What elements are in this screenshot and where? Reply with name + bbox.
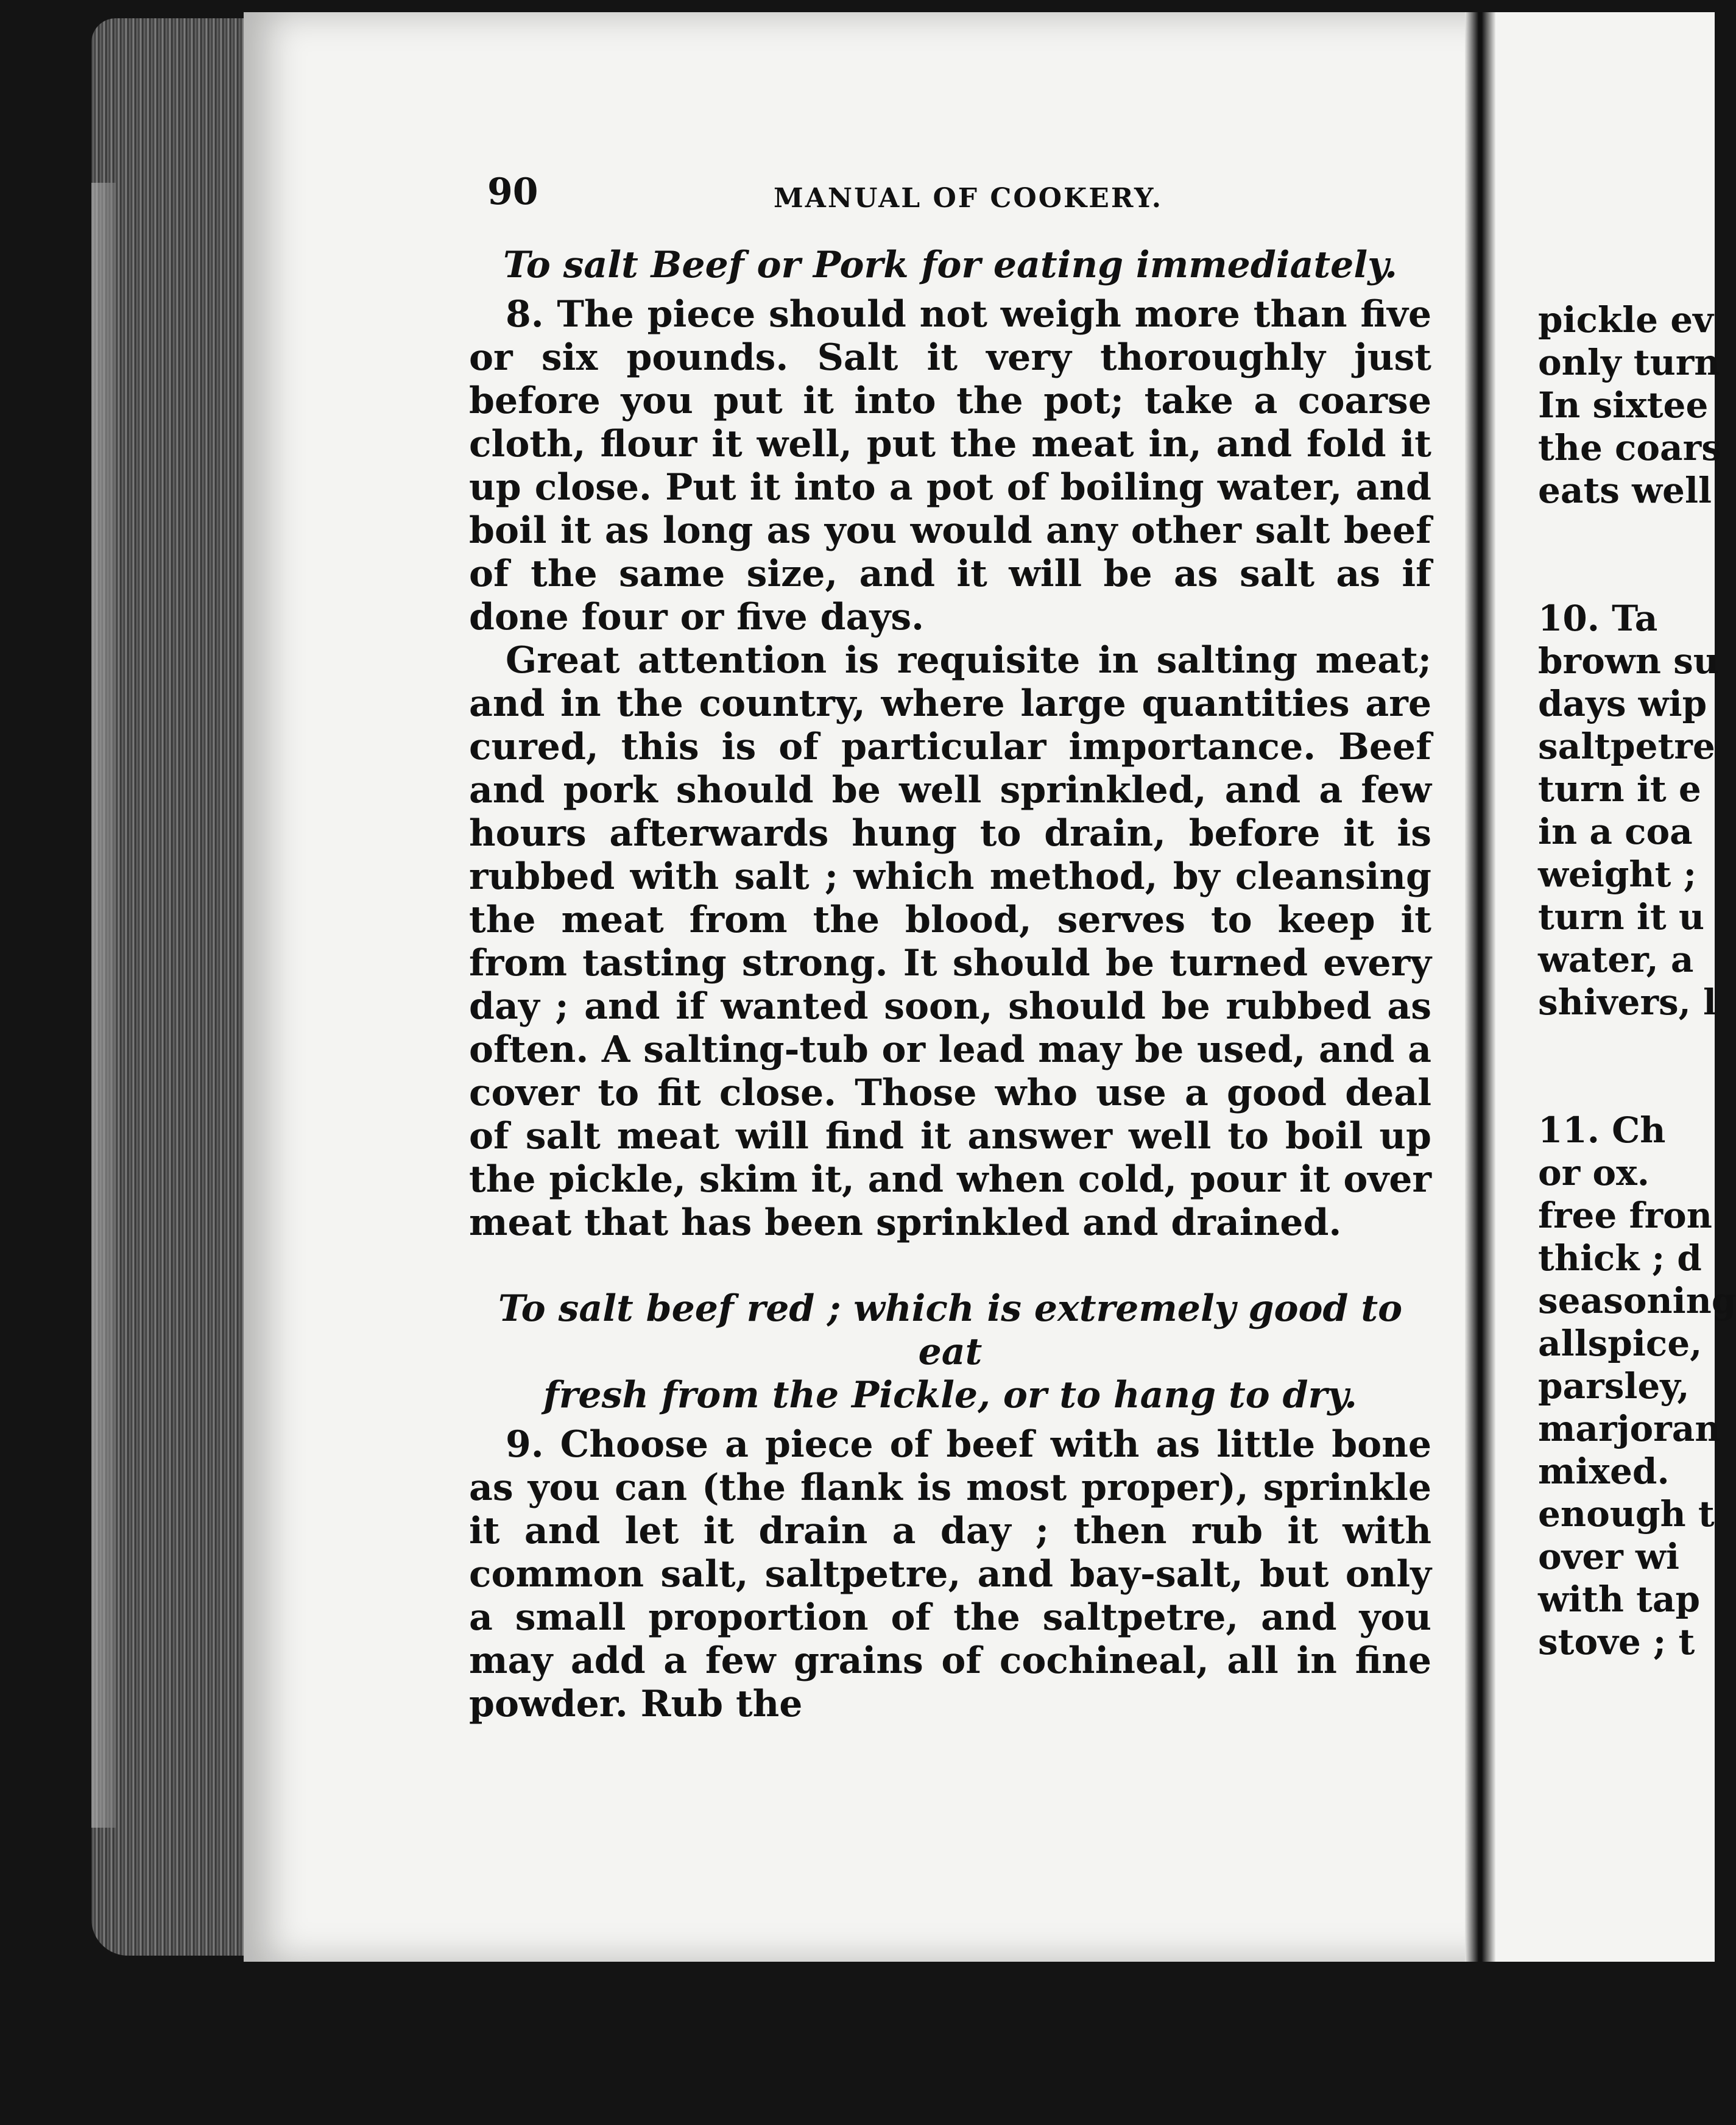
section-title-salt-beef-red bbox=[469, 1287, 1431, 1417]
right-line: only turn bbox=[1538, 342, 1720, 383]
right-line: free fron bbox=[1538, 1195, 1712, 1236]
right-line: shivers, l bbox=[1538, 981, 1717, 1023]
right-line: the coars bbox=[1538, 427, 1721, 468]
right-line: stove ; t bbox=[1538, 1621, 1695, 1663]
right-page bbox=[1495, 12, 1736, 1962]
right-line: enough t bbox=[1538, 1493, 1715, 1535]
right-line: water, a bbox=[1538, 939, 1694, 980]
right-line: thick ; d bbox=[1538, 1237, 1702, 1279]
left-page-body bbox=[469, 244, 1431, 1726]
right-line: weight ; bbox=[1538, 854, 1696, 895]
right-line bbox=[1538, 1024, 1721, 1066]
right-line bbox=[1538, 512, 1721, 554]
right-line: or ox. bbox=[1538, 1152, 1650, 1193]
section-title-line-2: fresh from the Pickle, or to hang to dry. bbox=[543, 1374, 1358, 1416]
right-line: marjoran bbox=[1538, 1408, 1721, 1449]
running-head: MANUAL OF COOKERY. bbox=[774, 183, 1163, 214]
paragraph-salting-attention: Great attention is requisite in salting meat; and in the country, where large quantities are cured, this is of particular importance. Beef and pork should be well sprinkled, and a few hours afterwards hung to drain, before it is rubbed with salt ; which method, by cleansing the meat from the blood, serves to keep it from tasting strong. It should be turned every day ; and if wanted soon, should be rubbed as often. A salting-tub or lead may be used, and a cover to fit close. Those who use a good deal of salt meat will find it answer well to boil up the pickle, skim it, and when cold, pour it over meat that has been sprinkled and drained. bbox=[469, 639, 1431, 1244]
paragraph-9: 9. Choose a piece of beef with as little bone as you can (the flank is most proper), sprinkle it and let it drain a day ; then rub it with common salt, saltpetre, and bay-salt, but only a small proportion of the saltpetre, and you may add a few grains of cochineal, all in fine powder. Rub the bbox=[469, 1423, 1431, 1725]
right-line: parsley, bbox=[1538, 1365, 1690, 1407]
right-line: In sixtee bbox=[1538, 384, 1709, 426]
right-line bbox=[1538, 554, 1721, 597]
book-gutter bbox=[1465, 12, 1495, 1962]
right-line: mixed. bbox=[1538, 1451, 1670, 1492]
right-line: 10. Ta bbox=[1538, 598, 1658, 639]
right-line bbox=[1538, 1066, 1721, 1109]
right-line: turn it u bbox=[1538, 896, 1705, 938]
right-line: seasoning bbox=[1538, 1280, 1736, 1321]
right-line: 11. Ch bbox=[1538, 1109, 1666, 1151]
section-title-line-1: To salt beef red ; which is extremely good to eat bbox=[498, 1287, 1403, 1373]
right-line: turn it e bbox=[1538, 768, 1701, 810]
right-line: saltpetre bbox=[1538, 726, 1715, 767]
right-page-text bbox=[1538, 299, 1736, 1663]
right-line: over wi bbox=[1538, 1536, 1679, 1577]
right-line: brown su bbox=[1538, 640, 1719, 682]
section-title-salt-beef-pork: To salt Beef or Pork for eating immediately. bbox=[503, 244, 1398, 286]
right-line: allspice, bbox=[1538, 1323, 1702, 1364]
right-line: with tap bbox=[1538, 1579, 1701, 1620]
page-number: 90 bbox=[487, 171, 538, 213]
right-line: in a coa bbox=[1538, 811, 1693, 852]
right-line: days wip bbox=[1538, 683, 1707, 724]
paragraph-8: 8. The piece should not weigh more than five or six pounds. Salt it very thoroughly just before you put it into the pot; take a coarse cloth, flour it well, put the meat in, and fold it up close. Put it into a pot of boiling water, and boil it as long as you would any other salt beef of the same size, and it will be as salt as if done four or five days. bbox=[469, 293, 1431, 638]
right-line: pickle ev bbox=[1538, 299, 1713, 341]
page-edge-highlight bbox=[91, 183, 116, 1828]
right-line: eats well bbox=[1538, 470, 1712, 511]
